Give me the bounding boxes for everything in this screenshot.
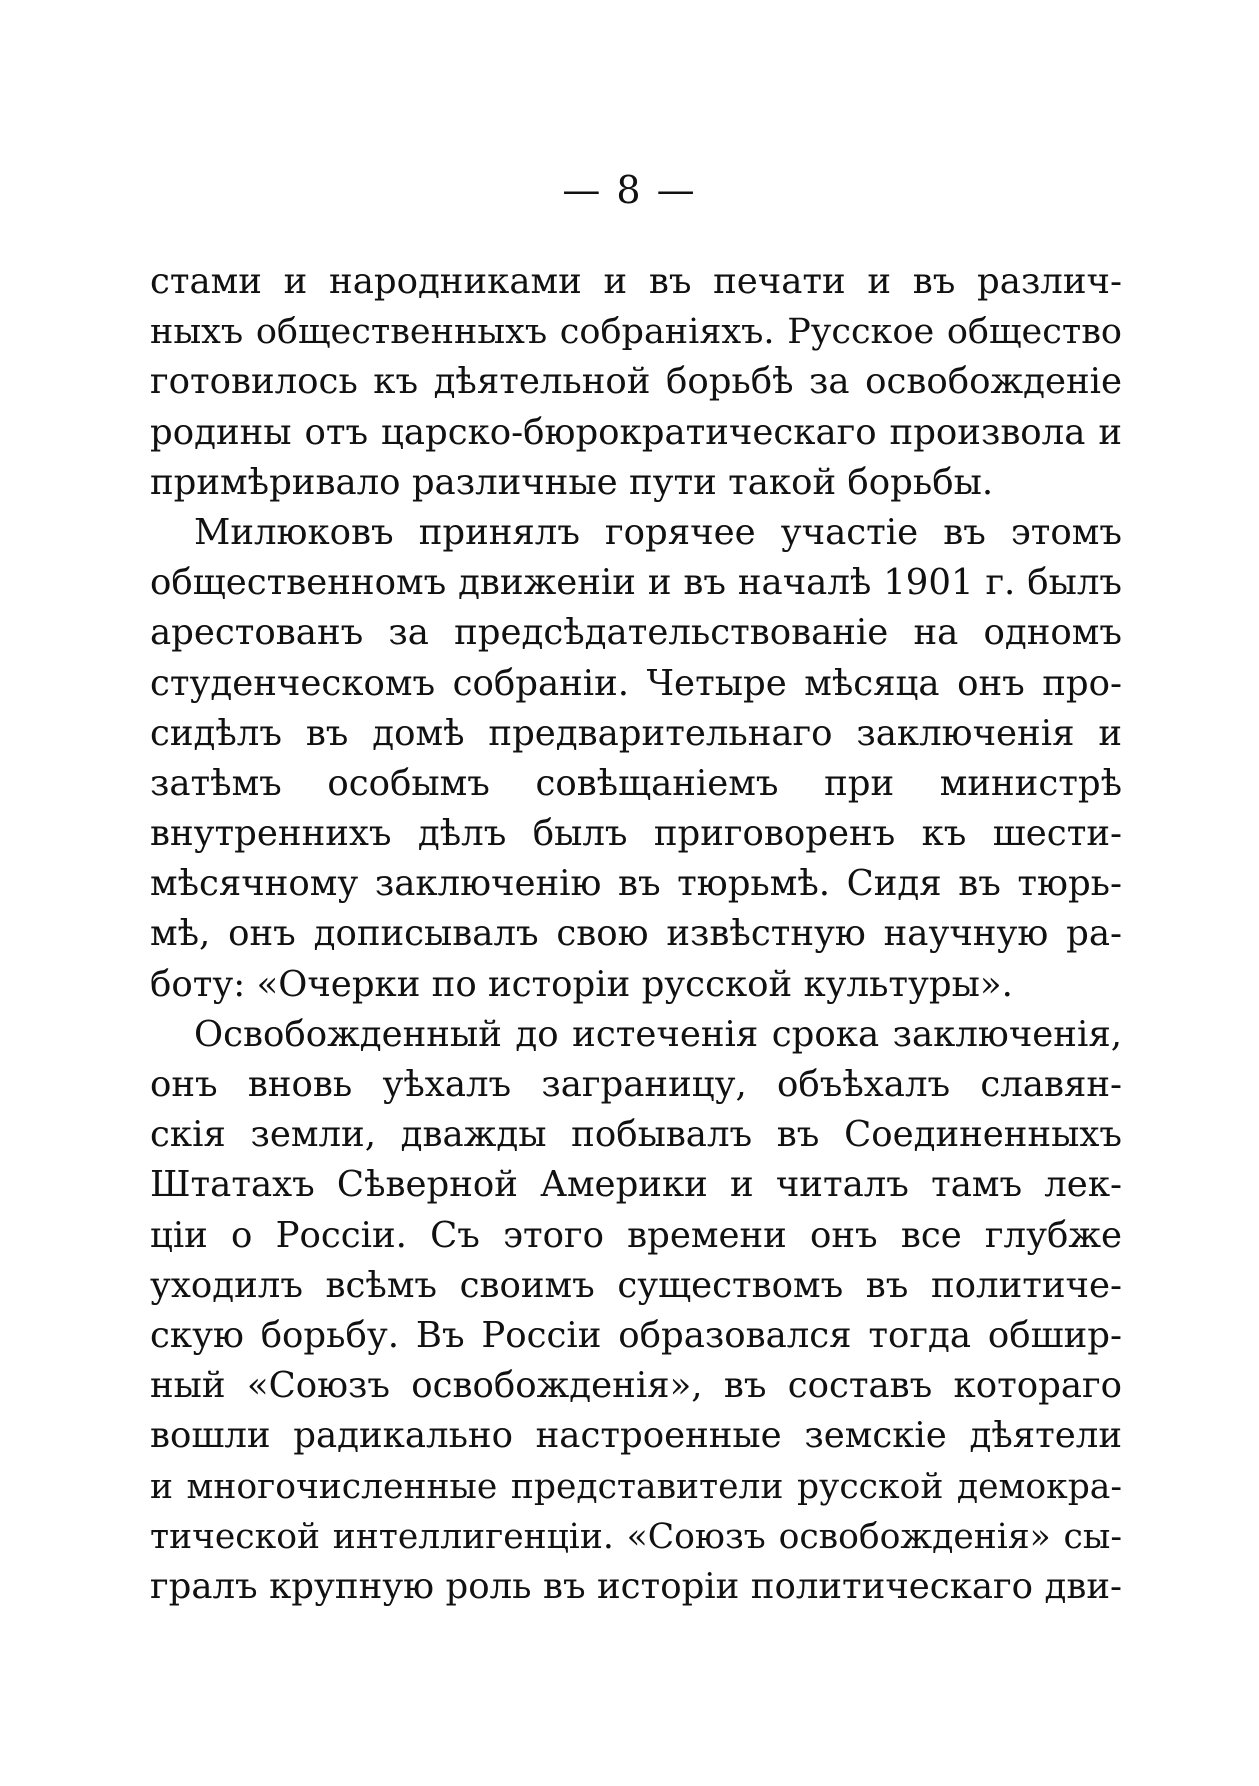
text-line: и многочисленные представители русской демокра- bbox=[150, 1466, 1122, 1507]
text-line: уходилъ всѣмъ своимъ существомъ въ политиче- bbox=[150, 1264, 1122, 1306]
text-line: ный «Союзъ освобожденія», въ составъ котораго bbox=[150, 1365, 1122, 1407]
text-line: готовилось къ дѣятельной борьбѣ за освобожденіе bbox=[150, 361, 1122, 403]
text-line: студенческомъ собраніи. Четыре мѣсяца онъ про- bbox=[150, 662, 1122, 704]
text-line: Милюковъ принялъ горячее участіе въ этомъ bbox=[194, 511, 1122, 553]
text-line: мѣ, онъ дописывалъ свою извѣстную научную ра- bbox=[150, 913, 1122, 955]
text-line: внутреннихъ дѣлъ былъ приговоренъ къ шести- bbox=[150, 813, 1122, 855]
text-line: мѣсячному заключенію въ тюрьмѣ. Сидя въ тюрь- bbox=[150, 863, 1122, 905]
text-line: затѣмъ особымъ совѣщаніемъ при министрѣ bbox=[150, 762, 1122, 804]
text-line: общественномъ движеніи и въ началѣ 1901 г. былъ bbox=[150, 562, 1122, 604]
text-line: скую борьбу. Въ Россіи образовался тогда обшир- bbox=[150, 1314, 1122, 1356]
text-line: стами и народниками и въ печати и въ различ- bbox=[150, 261, 1122, 302]
text-line: родины отъ царско-бюрократическаго произвола и bbox=[150, 411, 1122, 453]
text-line: онъ вновь уѣхалъ заграницу, объѣхалъ славян- bbox=[150, 1064, 1122, 1105]
text-line: боту: «Очерки по исторіи русской культуры». bbox=[150, 963, 1013, 1005]
text-line: примѣривало различные пути такой борьбы. bbox=[150, 461, 994, 503]
text-line: ціи о Россіи. Съ этого времени онъ все глубже bbox=[150, 1214, 1122, 1256]
text-line: гралъ крупную роль въ исторіи политическаго дви- bbox=[150, 1565, 1122, 1607]
text-line: вошли радикально настроенные земскіе дѣятели bbox=[150, 1415, 1122, 1457]
text-line: ныхъ общественныхъ собраніяхъ. Русское общество bbox=[150, 312, 1122, 353]
text-line: арестованъ за предсѣдательствованіе на одномъ bbox=[150, 612, 1122, 654]
page-number: — 8 — bbox=[562, 168, 697, 212]
text-line: скія земли, дважды побывалъ въ Соединенныхъ bbox=[150, 1114, 1122, 1156]
text-line: тической интеллигенціи. «Союзъ освобожденія» сы- bbox=[150, 1516, 1122, 1557]
text-line: сидѣлъ въ домѣ предварительнаго заключенія и bbox=[150, 712, 1122, 754]
body-text bbox=[150, 257, 1122, 1612]
text-line: Штатахъ Сѣверной Америки и читалъ тамъ лек- bbox=[150, 1164, 1122, 1206]
text-line: Освобожденный до истеченія срока заключенія, bbox=[194, 1013, 1122, 1055]
